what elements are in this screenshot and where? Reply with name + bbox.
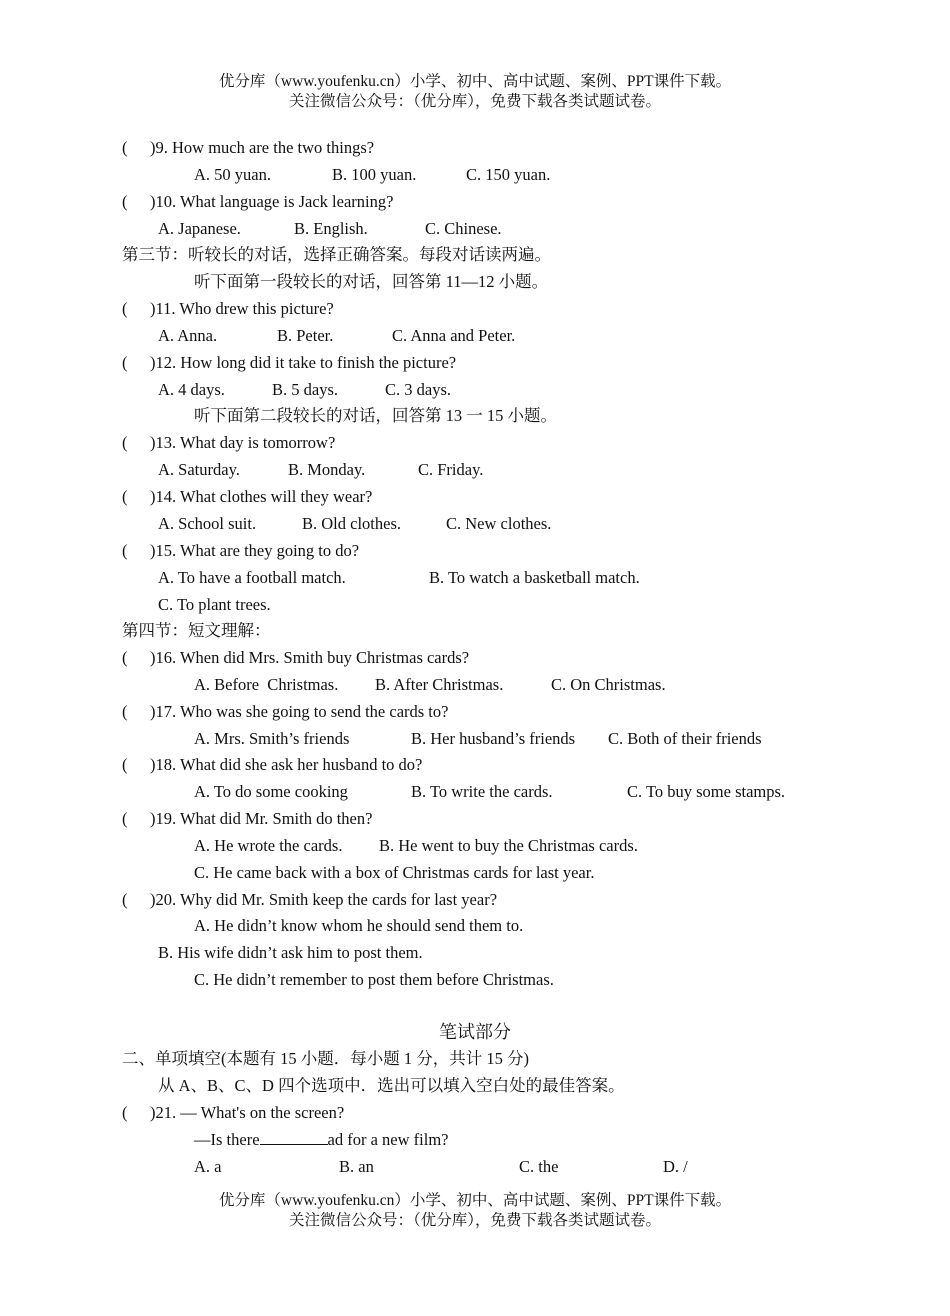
- answer-bracket: (: [122, 487, 128, 506]
- question-18-option-b: B. To write the cards.: [411, 782, 553, 801]
- question-19-option-a: A. He wrote the cards.: [194, 836, 343, 855]
- question-11-stem: )11. Who drew this picture?: [150, 299, 334, 318]
- question-15-stem: )15. What are they going to do?: [150, 541, 360, 560]
- question-16-option-a: A. Before Christmas.: [194, 675, 339, 694]
- question-14-option-c: C. New clothes.: [446, 514, 552, 533]
- question-11-option-a: A. Anna.: [158, 326, 218, 345]
- question-11-option-c: C. Anna and Peter.: [392, 326, 516, 345]
- question-17-stem: )17. Who was she going to send the cards to?: [150, 702, 449, 721]
- question-19-option-b: B. He went to buy the Christmas cards.: [379, 836, 638, 855]
- question-16-option-b: B. After Christmas.: [375, 675, 504, 694]
- question-20-option-c: C. He didn’t remember to post them before Christmas.: [194, 970, 554, 989]
- section-3-intro-2: 听下面第二段较长的对话，回答第 13 一 15 小题。: [194, 406, 557, 425]
- question-17-option-b: B. Her husband’s friends: [411, 729, 576, 748]
- question-19-stem: )19. What did Mr. Smith do then?: [150, 809, 373, 828]
- question-12-option-c: C. 3 days.: [385, 380, 451, 399]
- section-3-heading: 第三节：听较长的对话，选择正确答案。每段对话读两遍。: [122, 245, 551, 264]
- question-21-option-d: D. /: [663, 1157, 688, 1176]
- question-10-option-a: A. Japanese.: [158, 219, 241, 238]
- answer-bracket: (: [122, 755, 128, 774]
- answer-bracket: (: [122, 702, 128, 721]
- question-15-option-b: B. To watch a basketball match.: [429, 568, 640, 587]
- question-10-stem: )10. What language is Jack learning?: [150, 192, 394, 211]
- question-18-stem: )18. What did she ask her husband to do?: [150, 755, 423, 774]
- question-15-option-a: A. To have a football match.: [158, 568, 346, 587]
- question-21-option-c: C. the: [519, 1157, 559, 1176]
- question-14-stem: )14. What clothes will they wear?: [150, 487, 373, 506]
- page-header-line-1: 优分库（www.youfenku.cn）小学、初中、高中试题、案例、PPT课件下载。: [218, 73, 732, 90]
- page-header-line-2: 关注微信公众号：（优分库），免费下载各类试题试卷。: [288, 93, 661, 110]
- question-16-stem: )16. When did Mrs. Smith buy Christmas cards?: [150, 648, 470, 667]
- question-14-option-b: B. Old clothes.: [302, 514, 401, 533]
- question-21-line-2-pre: —Is there: [194, 1130, 260, 1149]
- question-17-option-a: A. Mrs. Smith’s friends: [194, 729, 350, 748]
- question-20-stem: )20. Why did Mr. Smith keep the cards for last year?: [150, 890, 498, 909]
- part-2-instructions: 从 A、B、C、D 四个选项中．选出可以填入空白处的最佳答案。: [158, 1076, 625, 1095]
- answer-bracket: (: [122, 648, 128, 667]
- section-4-heading: 第四节：短文理解：: [122, 621, 271, 640]
- question-13-option-a: A. Saturday.: [158, 460, 240, 479]
- answer-bracket: (: [122, 192, 128, 211]
- section-3-intro-1: 听下面第一段较长的对话，回答第 11—12 小题。: [194, 272, 549, 291]
- question-13-stem: )13. What day is tomorrow?: [150, 433, 336, 452]
- question-12-stem: )12. How long did it take to finish the picture?: [150, 353, 457, 372]
- page-footer-line-2: 关注微信公众号：（优分库），免费下载各类试题试卷。: [288, 1212, 661, 1229]
- written-part-title: 笔试部分: [439, 1022, 511, 1042]
- question-14-option-a: A. School suit.: [158, 514, 257, 533]
- question-13-option-b: B. Monday.: [288, 460, 366, 479]
- answer-bracket: (: [122, 1103, 128, 1122]
- answer-bracket: (: [122, 433, 128, 452]
- question-10-option-b: B. English.: [294, 219, 368, 238]
- page-footer-line-1: 优分库（www.youfenku.cn）小学、初中、高中试题、案例、PPT课件下载。: [218, 1192, 732, 1209]
- answer-bracket: (: [122, 541, 128, 560]
- question-21-option-a: A. a: [194, 1157, 222, 1176]
- question-9-stem: )9. How much are the two things?: [150, 138, 375, 157]
- question-18-option-c: C. To buy some stamps.: [627, 782, 786, 801]
- question-17-option-c: C. Both of their friends: [608, 729, 762, 748]
- question-19-option-c: C. He came back with a box of Christmas cards for last year.: [194, 863, 595, 882]
- answer-bracket: (: [122, 890, 128, 909]
- question-9-option-b: B. 100 yuan.: [332, 165, 417, 184]
- answer-bracket: (: [122, 138, 128, 157]
- answer-bracket: (: [122, 809, 128, 828]
- answer-blank: [260, 1130, 328, 1145]
- question-13-option-c: C. Friday.: [418, 460, 484, 479]
- question-21-line-2-post: ad for a new film?: [327, 1130, 449, 1149]
- part-2-heading: 二、单项填空(本题有 15 小题．每小题 1 分，共计 15 分): [122, 1049, 529, 1068]
- question-21-line-2: [194, 1130, 448, 1150]
- question-21-option-b: B. an: [339, 1157, 374, 1176]
- question-15-option-c: C. To plant trees.: [158, 595, 271, 614]
- question-12-option-a: A. 4 days.: [158, 380, 225, 399]
- question-21-stem: )21. — What's on the screen?: [150, 1103, 345, 1122]
- question-9-option-a: A. 50 yuan.: [194, 165, 271, 184]
- question-18-option-a: A. To do some cooking: [194, 782, 348, 801]
- question-10-option-c: C. Chinese.: [425, 219, 502, 238]
- answer-bracket: (: [122, 299, 128, 318]
- question-20-option-b: B. His wife didn’t ask him to post them.: [158, 943, 423, 962]
- question-12-option-b: B. 5 days.: [272, 380, 338, 399]
- answer-bracket: (: [122, 353, 128, 372]
- question-11-option-b: B. Peter.: [277, 326, 334, 345]
- question-16-option-c: C. On Christmas.: [551, 675, 666, 694]
- question-20-option-a: A. He didn’t know whom he should send them to.: [194, 916, 524, 935]
- question-9-option-c: C. 150 yuan.: [466, 165, 551, 184]
